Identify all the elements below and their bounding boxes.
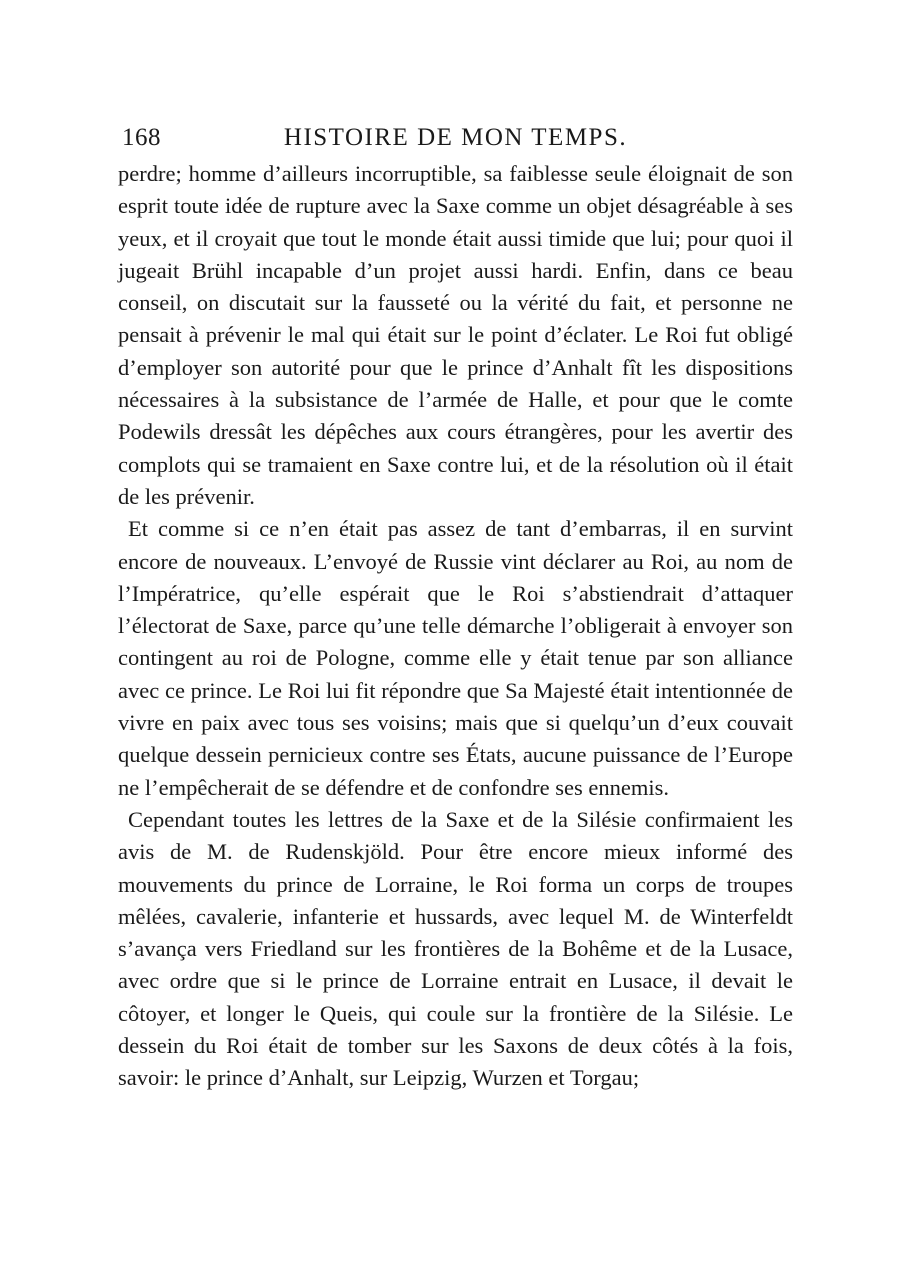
- book-page: [118, 118, 793, 1095]
- running-head: [118, 118, 793, 158]
- page-number: 168: [122, 124, 161, 151]
- body-text: [118, 158, 793, 1095]
- paragraph-2: Et comme si ce n’en était pas assez de tant d’embarras, il en survint encore de nouveaux. L’envoyé de Russie vint déclarer au Roi, au nom de l’Impératrice, qu’elle espérait que le Roi s’abstiendrait d’attaquer l’électorat de Saxe, parce qu’une telle démarche l’obligerait à envoyer son contingent au roi de Pologne, comme elle y était tenue par son alliance avec ce prince. Le Roi lui fit répondre que Sa Majesté était intentionnée de vivre en paix avec tous ses voisins; mais que si quelqu’un d’eux couvait quelque dessein pernicieux contre ses États, aucune puissance de l’Europe ne l’empêcherait de se défendre et de confondre ses ennemis.: [118, 516, 793, 800]
- paragraph-1: perdre; homme d’ailleurs incorruptible, sa faiblesse seule éloignait de son esprit toute idée de rupture avec la Saxe comme un objet désagréable à ses yeux, et il croyait que tout le monde était aussi timide que lui; pour quoi il jugeait Brühl incapable d’un projet aussi hardi. Enfin, dans ce beau conseil, on discutait sur la fausseté ou la vérité du fait, et personne ne pensait à prévenir le mal qui était sur le point d’éclater. Le Roi fut obligé d’employer son autorité pour que le prince d’Anhalt fît les dispositions nécessaires à la subsistance de l’armée de Halle, et pour que le comte Podewils dressât les dépêches aux cours étrangères, pour les avertir des complots qui se tramaient en Saxe contre lui, et de la résolution où il était de les prévenir.: [118, 161, 793, 509]
- paragraph-3: Cependant toutes les lettres de la Saxe et de la Silésie confirmaient les avis de M. de Rudenskjöld. Pour être encore mieux informé des mouvements du prince de Lorraine, le Roi forma un corps de troupes mêlées, cavalerie, infanterie et hussards, avec lequel M. de Winterfeldt s’avança vers Friedland sur les frontières de la Bohême et de la Lusace, avec ordre que si le prince de Lorraine entrait en Lusace, il devait le côtoyer, et longer le Queis, qui coule sur la frontière de la Silésie. Le dessein du Roi était de tomber sur les Saxons de deux côtés à la fois, savoir: le prince d’Anhalt, sur Leipzig, Wurzen et Torgau;: [118, 806, 793, 1091]
- running-title: HISTOIRE DE MON TEMPS.: [283, 124, 628, 151]
